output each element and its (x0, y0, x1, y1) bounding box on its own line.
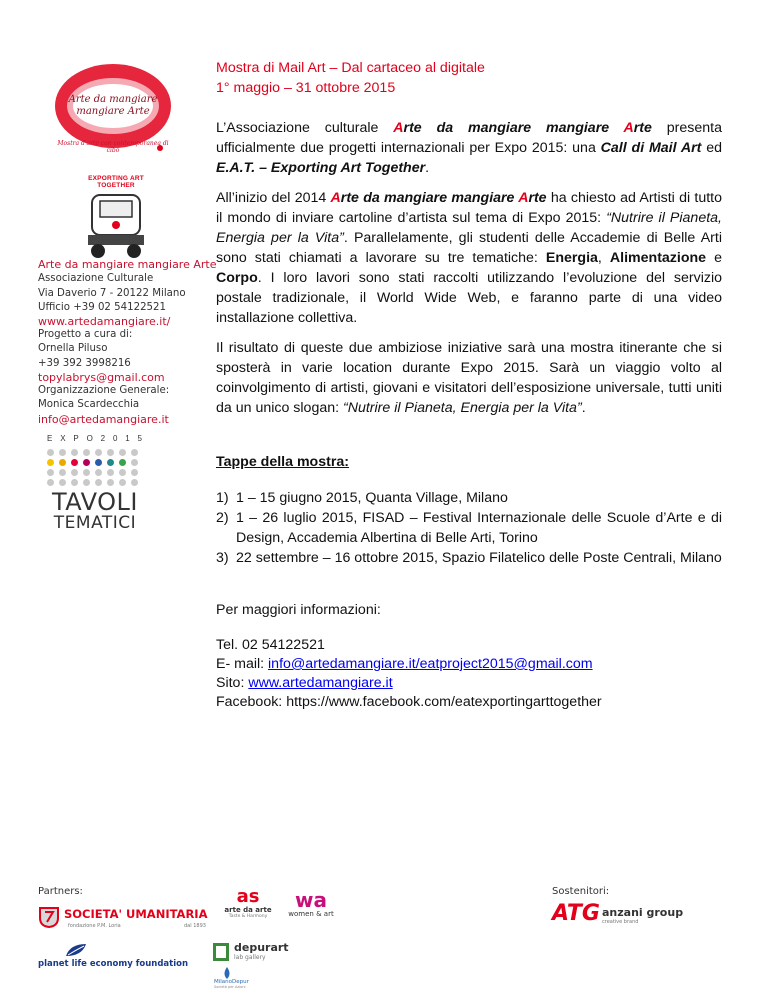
expo-dot (59, 479, 66, 486)
milano-depur-sub: Società per Azioni (214, 985, 246, 989)
expo-dot (47, 449, 54, 456)
expo-letter: 5 (137, 434, 143, 443)
tappe-item-1 (216, 488, 722, 508)
lips-logo (52, 50, 174, 170)
expo-dot (107, 449, 114, 456)
expo-dot (71, 479, 78, 486)
milano-depur-name: MilanoDepur (214, 979, 249, 985)
project-label: Progetto a cura di: (38, 329, 133, 340)
contact-email-row (216, 655, 722, 674)
p2-arte-a2: A (518, 190, 529, 206)
p2-keyword-energia: Energia (545, 250, 598, 266)
org-contact-block (38, 258, 216, 329)
expo-dot (71, 459, 78, 466)
tappe-num: 1) (216, 490, 229, 506)
planet-name: planet life economy foundation (38, 959, 189, 969)
org-phone: Ufficio +39 02 54122521 (38, 301, 167, 313)
arte-arte-mark: as (236, 886, 260, 907)
arte-da-arte-logo (224, 888, 272, 932)
p2-arte-mid: rte da mangiare mangiare (340, 190, 519, 206)
atg-anzani-logo (552, 902, 692, 930)
societa-sub: fondazione P.M. Loria (68, 923, 121, 929)
p1-text-2: presenta ufficialmente due progetti internazionali per Expo 2015: una (216, 120, 722, 156)
page-dates: 1° maggio – 31 ottobre 2015 (216, 80, 396, 96)
org-general-email[interactable]: info@artedamangiare.it (38, 412, 169, 426)
expo-dot (59, 449, 66, 456)
anzani-name: anzani group (602, 906, 684, 919)
expo-dot (119, 449, 126, 456)
p2-arte-a1: A (330, 190, 341, 206)
tappe-item-2 (216, 508, 722, 548)
p1-arte-a2: A (623, 120, 634, 136)
contact-info (216, 636, 722, 712)
p3-slogan: “Nutrire il Pianeta, Energia per la Vita” (343, 400, 582, 416)
expo-dot (59, 459, 66, 466)
contact-site-label: Sito: (216, 675, 249, 691)
project-person: Ornella Piluso (38, 343, 108, 355)
p1-text-3: ed (701, 140, 722, 156)
tuktuk-icon (72, 189, 160, 261)
org-general-person: Monica Scardecchia (38, 399, 140, 411)
arte-arte-name: arte da arte (224, 906, 272, 914)
expo-dot (131, 459, 138, 466)
expo-dot (71, 449, 78, 456)
societa-year: dal 1893 (184, 923, 206, 929)
org-general-label: Organizzazione Generale: (38, 385, 170, 396)
expo-dot (119, 459, 126, 466)
tappe-text: 22 settembre – 16 ottobre 2015, Spazio Filatelico delle Poste Centrali, Milano (236, 550, 722, 566)
p1-eat: E.A.T. – Exporting Art Together (216, 160, 426, 176)
women-art-logo (282, 890, 340, 930)
expo-dot (83, 469, 90, 476)
depurart-sub: lab gallery (234, 954, 266, 961)
p1-text-1: L’Associazione culturale (216, 120, 394, 136)
org-address: Via Daverio 7 - 20122 Milano (38, 287, 186, 299)
tappe-item-3 (216, 548, 722, 568)
water-drop-icon (220, 966, 234, 980)
tappe-num: 2) (216, 510, 229, 526)
expo-dot (83, 479, 90, 486)
expo-letter: 1 (125, 434, 131, 443)
p1-arte-end: rte (633, 120, 652, 136)
p3-text-2: . (581, 400, 586, 416)
expo-dot (131, 449, 138, 456)
arte-arte-sub: Taste & Harmony (228, 914, 268, 919)
paragraph-3 (216, 338, 722, 418)
tappe-section (216, 452, 722, 568)
tappe-text: 1 – 15 giugno 2015, Quanta Village, Milano (236, 490, 508, 506)
p2-sep-1: , (597, 250, 610, 266)
depurart-icon (212, 942, 230, 962)
expo-dot (47, 459, 54, 466)
societa-umanitaria-logo (38, 904, 208, 934)
expo-letters (47, 434, 143, 443)
expo-dot (131, 469, 138, 476)
expo-letter: P (73, 434, 80, 443)
expo-dot (107, 479, 114, 486)
expo-dot (59, 469, 66, 476)
milano-depur-logo (214, 966, 284, 990)
contact-email-link[interactable]: info@artedamangiare.it/eatproject2015@gmail.com (268, 656, 593, 672)
expo-letter: E (47, 434, 54, 443)
header-block (216, 58, 722, 98)
contact-site-link[interactable]: www.artedamangiare.it (248, 675, 393, 691)
expo-dot (119, 469, 126, 476)
planet-leaf-icon (64, 942, 90, 958)
lips-text-line1: Arte da mangiare (68, 94, 158, 105)
p2-keyword-alimentazione: Alimentazione (609, 250, 707, 266)
p2-slogan: “Nutrire il Pianeta, Energia per la Vita” (216, 210, 722, 246)
p2-text-3: . Parallelamente, gli studenti delle Accademie di Belle Arti sono stati chiamati a lavorare su tre tematiche: (216, 230, 722, 266)
p2-arte-end: rte (528, 190, 547, 206)
expo-dot (107, 459, 114, 466)
page-title: Mostra di Mail Art – Dal cartaceo al digitale (216, 60, 485, 76)
org-name: Arte da mangiare mangiare Arte (38, 258, 217, 271)
tuktuk-logo (72, 175, 160, 257)
expo-dot (131, 479, 138, 486)
tappe-list (216, 488, 722, 568)
contact-tel: Tel. 02 54122521 (216, 637, 325, 653)
expo-title-1: TAVOLI (51, 488, 138, 516)
societa-shield-icon (38, 906, 60, 928)
paragraph-1 (216, 118, 722, 178)
p1-text-4: . (425, 160, 430, 176)
project-contact-block (38, 328, 165, 385)
expo-dot (47, 479, 54, 486)
tappe-text: 1 – 26 luglio 2015, FISAD – Festival Internazionale delle Scuole d’Arte e di Design, Accademia Albertina di Belle Arti, Torino (236, 510, 722, 546)
p1-arte-a1: A (393, 120, 404, 136)
women-art-name: women & art (288, 910, 334, 918)
expo-tavoli-logo (30, 418, 160, 582)
expo-letter: O (86, 434, 94, 443)
expo-dot (47, 469, 54, 476)
partners-label: Partners: (38, 886, 83, 897)
tuktuk-banner: EXPORTING ART TOGETHER (88, 175, 144, 189)
expo-dot-grid (47, 449, 143, 486)
atg-mark: ATG (552, 901, 600, 926)
expo-dot (95, 479, 102, 486)
info-title: Per maggiori informazioni: (216, 602, 381, 618)
org-type: Associazione Culturale (38, 273, 154, 285)
expo-letter: X (60, 434, 67, 443)
project-phone: +39 392 3998216 (38, 357, 131, 369)
depurart-logo (212, 940, 292, 966)
p2-text-4: . I loro lavori sono stati raccolti utilizzando l’evoluzione del servizio postale tradizionale, il World Wide Web, e faranno parte di una video installazione collettiva. (216, 270, 722, 326)
lips-text-line2: mangiare Arte (76, 106, 150, 117)
expo-dot (83, 449, 90, 456)
expo-letter: 0 (112, 434, 119, 443)
p1-call: Call di Mail Art (600, 140, 702, 156)
tappe-num: 3) (216, 550, 229, 566)
p2-sep-2: e (706, 250, 722, 266)
expo-letter: 2 (100, 434, 107, 443)
tappe-title: Tappe della mostra: (216, 454, 349, 470)
expo-dot (95, 469, 102, 476)
contact-facebook: Facebook: https://www.facebook.com/eatexportingarttogether (216, 694, 602, 710)
p2-text-1: All’inizio del 2014 (216, 190, 331, 206)
planet-life-logo (38, 942, 188, 972)
expo-dot (83, 459, 90, 466)
expo-dot (95, 459, 102, 466)
p2-keyword-corpo: Corpo (216, 270, 258, 286)
anzani-sub: creative brand (602, 919, 639, 925)
p3-text-1: Il risultato di queste due ambiziose iniziative sarà una mostra itinerante che si sposterà in varie location durante Expo 2015. Sarà un viaggio volto al coinvolgimento di artisti, giovani e visitatori dell’esposizione universale, tutti uniti da un unico slogan: (216, 340, 722, 416)
contact-email-label: E- mail: (216, 656, 269, 672)
expo-dot (119, 479, 126, 486)
expo-title-2: TEMATICI (53, 513, 137, 533)
contact-site-row (216, 674, 722, 693)
p1-arte-mid: rte da mangiare mangiare (403, 120, 624, 136)
lips-ring-text: Mostra d'arte con contemporanea di cibo (57, 140, 169, 154)
societa-name: SOCIETA' UMANITARIA (64, 907, 208, 921)
sostenitori-label: Sostenitori: (552, 886, 610, 897)
expo-dot (107, 469, 114, 476)
women-art-mark: wa (295, 888, 327, 912)
org-website[interactable]: www.artedamangiare.it/ (38, 315, 171, 329)
expo-dot (71, 469, 78, 476)
expo-dot (95, 449, 102, 456)
depurart-name: depurart (234, 941, 289, 954)
paragraph-2 (216, 188, 722, 328)
project-email[interactable]: topylabrys@gmail.com (38, 370, 165, 384)
p2-text-2: ha chiesto ad Artisti di tutto il mondo di inviare cartoline d’artista sul tema di Expo 2015: (216, 190, 723, 226)
